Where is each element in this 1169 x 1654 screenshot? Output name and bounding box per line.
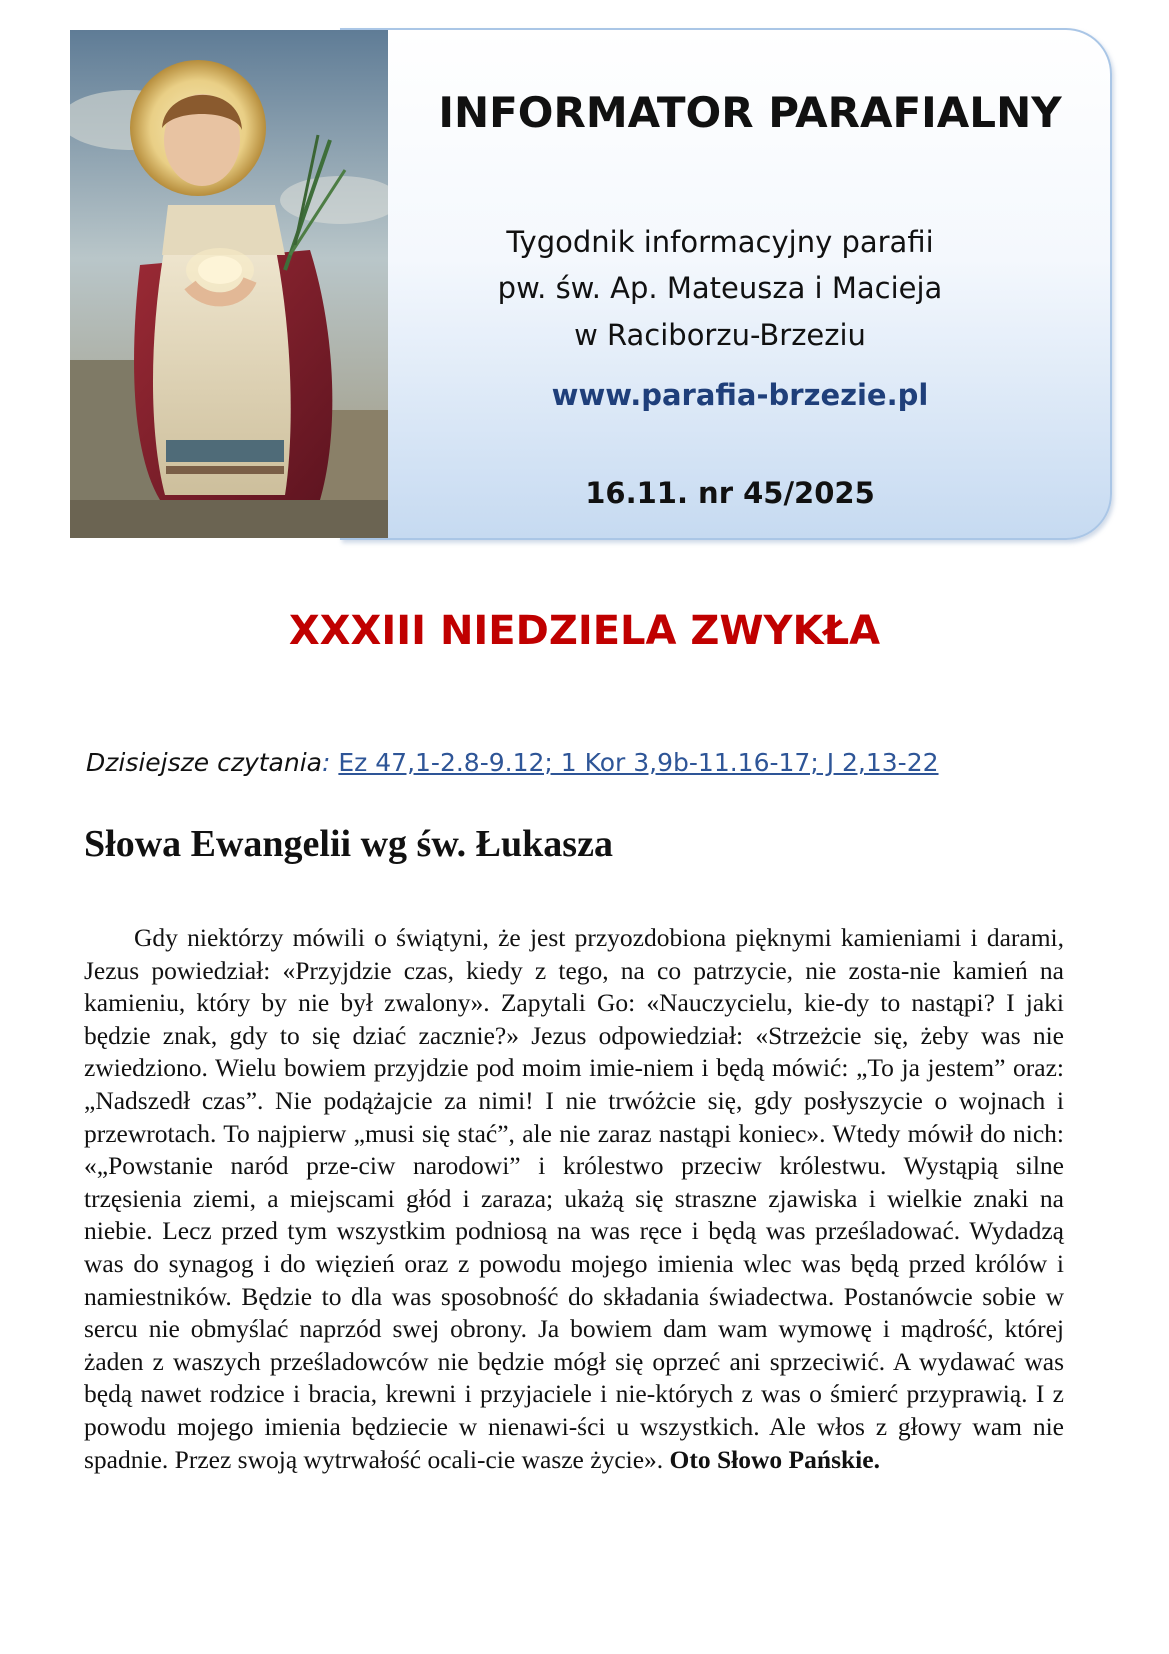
gospel-heading: Słowa Ewangelii wg św. Łukasza [84, 823, 613, 865]
gospel-text [84, 922, 1064, 1476]
subtitle-line-3: w Raciborzu-Brzeziu [574, 318, 866, 352]
gospel-body: Gdy niektórzy mówili o świątyni, że jest przyozdobiona pięknymi kamieniami i darami, Jezus powiedział: «Przyjdzie czas, kiedy z tego, na co patrzycie, nie zosta-nie kamień na kamieniu, który by nie był zwalony». Zapytali Go: «Nauczycielu, kie-dy to nastąpi? I jaki będzie znak, gdy to się dziać zacznie?» Jezus odpowiedział: «Strzeżcie się, żeby was nie zwiedziono. Wielu bowiem przyjdzie pod moim imie-niem i będą mówić: „To ja jestem” oraz: „Nadszedł czas”. Nie podążajcie za nimi! I nie trwóżcie się, gdy posłyszycie o wojnach i przewrotach. To najpierw „musi się stać”, ale nie zaraz nastąpi koniec». Wtedy mówił do nich: «„Powstanie naród prze-ciw narodowi” i królestwo przeciw królestwu. Wystąpią silne trzęsienia ziemi, a miejscami głód i zaraza; ukażą się straszne zjawiska i wielkie znaki na niebie. Lecz przed tym wszystkim podniosą na was ręce i będą was prześladować. Wydadzą was do synagog i do więzień oraz z powodu mojego imienia wlec was będą przed królów i namiestników. Będzie to dla was sposobność do składania świadectwa. Postanówcie sobie w sercu nie obmyślać naprzód swej obrony. Ja bowiem dam wam wymowę i mądrość, której żaden z waszych prześladowców nie będzie mógł się oprzeć ani sprzeciwić. A wydawać was będą nawet rodzice i bracia, krewni i przyjaciele i nie-których z was o śmierć przyprawią. I z powodu mojego imienia będziecie w nienawi-ści u wszystkich. Ale włos z głowy wam nie spadnie. Przez swoją wytrwałość ocali-cie wasze życie». [84, 923, 1064, 1474]
website-link[interactable]: www.parafia-brzezie.pl [551, 378, 929, 412]
issue-date: 16.11. nr 45/2025 [585, 476, 875, 510]
bulletin-title: INFORMATOR PARAFIALNY [438, 88, 1062, 137]
readings-references-link[interactable]: Ez 47,1-2.8-9.12; 1 Kor 3,9b-11.16-17; J 2,13-22 [338, 748, 939, 777]
subtitle-line-2: pw. św. Ap. Mateusza i Macieja [497, 271, 943, 305]
subtitle-line-1: Tygodnik informacyjny parafii [506, 225, 934, 259]
sunday-title: XXXIII NIEDZIELA ZWYKŁA [288, 608, 881, 654]
readings-line [86, 748, 1086, 777]
gospel-closing: Oto Słowo Pańskie. [669, 1444, 880, 1474]
readings-label: Dzisiejsze czytania [86, 748, 322, 777]
readings-separator: : [322, 748, 331, 777]
saint-image [70, 30, 388, 538]
